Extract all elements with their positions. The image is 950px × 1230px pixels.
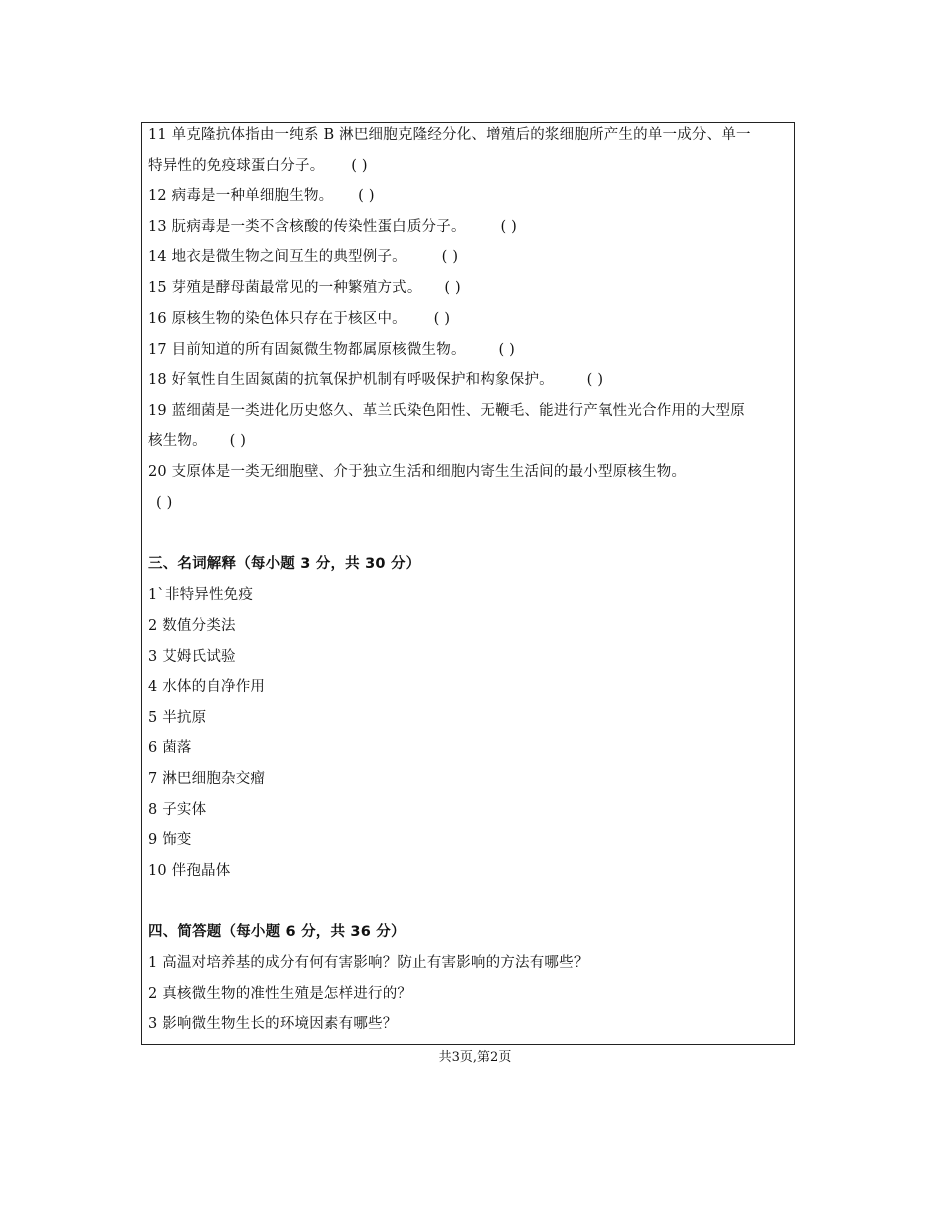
- question-14-text: 14 地衣是微生物之间互生的典型例子。: [148, 249, 407, 265]
- question-16-text: 16 原核生物的染色体只存在于核区中。: [148, 311, 407, 327]
- question-16: [148, 309, 450, 329]
- short-answer-item: 1 高温对培养基的成分有何有害影响？防止有害影响的方法有哪些？: [148, 955, 589, 971]
- page-footer: 共3页,第2页: [438, 1050, 512, 1065]
- answer-paren-16[interactable]: ( ): [433, 311, 451, 327]
- question-19-line2: [148, 431, 246, 451]
- question-19-text: 核生物。: [148, 433, 207, 449]
- term-item: 7 淋巴细胞杂交瘤: [148, 771, 266, 787]
- question-12: [148, 186, 375, 206]
- question-18-text: 18 好氧性自生固氮菌的抗氧保护机制有呼吸保护和构象保护。: [148, 372, 554, 388]
- term-item: 10 伴孢晶体: [148, 863, 231, 879]
- short-answer-item: 3 影响微生物生长的环境因素有哪些？: [148, 1016, 398, 1032]
- question-17: [148, 340, 515, 360]
- answer-paren-11[interactable]: ( ): [351, 158, 368, 174]
- question-17-text: 17 目前知道的所有固氮微生物都属原核微生物。: [148, 342, 466, 358]
- question-12-text: 12 病毒是一种单细胞生物。: [148, 188, 334, 204]
- answer-paren-12[interactable]: ( ): [358, 188, 375, 204]
- term-item: 3 艾姆氏试验: [148, 649, 236, 665]
- question-13-text: 13 朊病毒是一类不含核酸的传染性蛋白质分子。: [148, 219, 466, 235]
- answer-paren-17[interactable]: ( ): [498, 342, 516, 358]
- term-item: 6 菌落: [148, 740, 192, 756]
- section4-heading: 四、简答题（每小题 6 分，共 36 分）: [148, 924, 406, 940]
- question-15: [148, 278, 461, 298]
- answer-paren-15[interactable]: ( ): [444, 280, 461, 296]
- answer-paren-19[interactable]: ( ): [229, 433, 247, 449]
- question-18: [148, 370, 603, 390]
- question-19-line1: 19 蓝细菌是一类进化历史悠久、革兰氏染色阳性、无鞭毛、能进行产氧性光合作用的大型原: [148, 403, 745, 419]
- term-item: 8 子实体: [148, 802, 207, 818]
- answer-paren-20[interactable]: ( ): [156, 495, 173, 511]
- section3-heading: 三、名词解释（每小题 3 分，共 30 分）: [148, 556, 421, 572]
- term-item: 2 数值分类法: [148, 618, 236, 634]
- question-13: [148, 217, 517, 237]
- short-answer-item: 2 真核微生物的准性生殖是怎样进行的？: [148, 986, 413, 1002]
- answer-paren-18[interactable]: ( ): [586, 372, 604, 388]
- term-item: 9 饰变: [148, 832, 192, 848]
- answer-paren-14[interactable]: ( ): [441, 249, 459, 265]
- question-15-text: 15 芽殖是酵母菌最常见的一种繁殖方式。: [148, 280, 422, 296]
- term-item: 5 半抗原: [148, 710, 207, 726]
- question-11-line1: 11 单克隆抗体指由一纯系 B 淋巴细胞克隆经分化、增殖后的浆细胞所产生的单一成分、单一: [148, 127, 751, 143]
- question-14: [148, 247, 458, 267]
- answer-paren-13[interactable]: ( ): [500, 219, 518, 235]
- question-11-text: 特异性的免疫球蛋白分子。: [148, 158, 325, 174]
- term-item: 4 水体的自净作用: [148, 679, 266, 695]
- term-item: 1`非特异性免疫: [148, 587, 254, 603]
- question-11-line2: [148, 156, 368, 176]
- question-20-line1: 20 支原体是一类无细胞壁、介于独立生活和细胞内寄生生活间的最小型原核生物。: [148, 464, 687, 480]
